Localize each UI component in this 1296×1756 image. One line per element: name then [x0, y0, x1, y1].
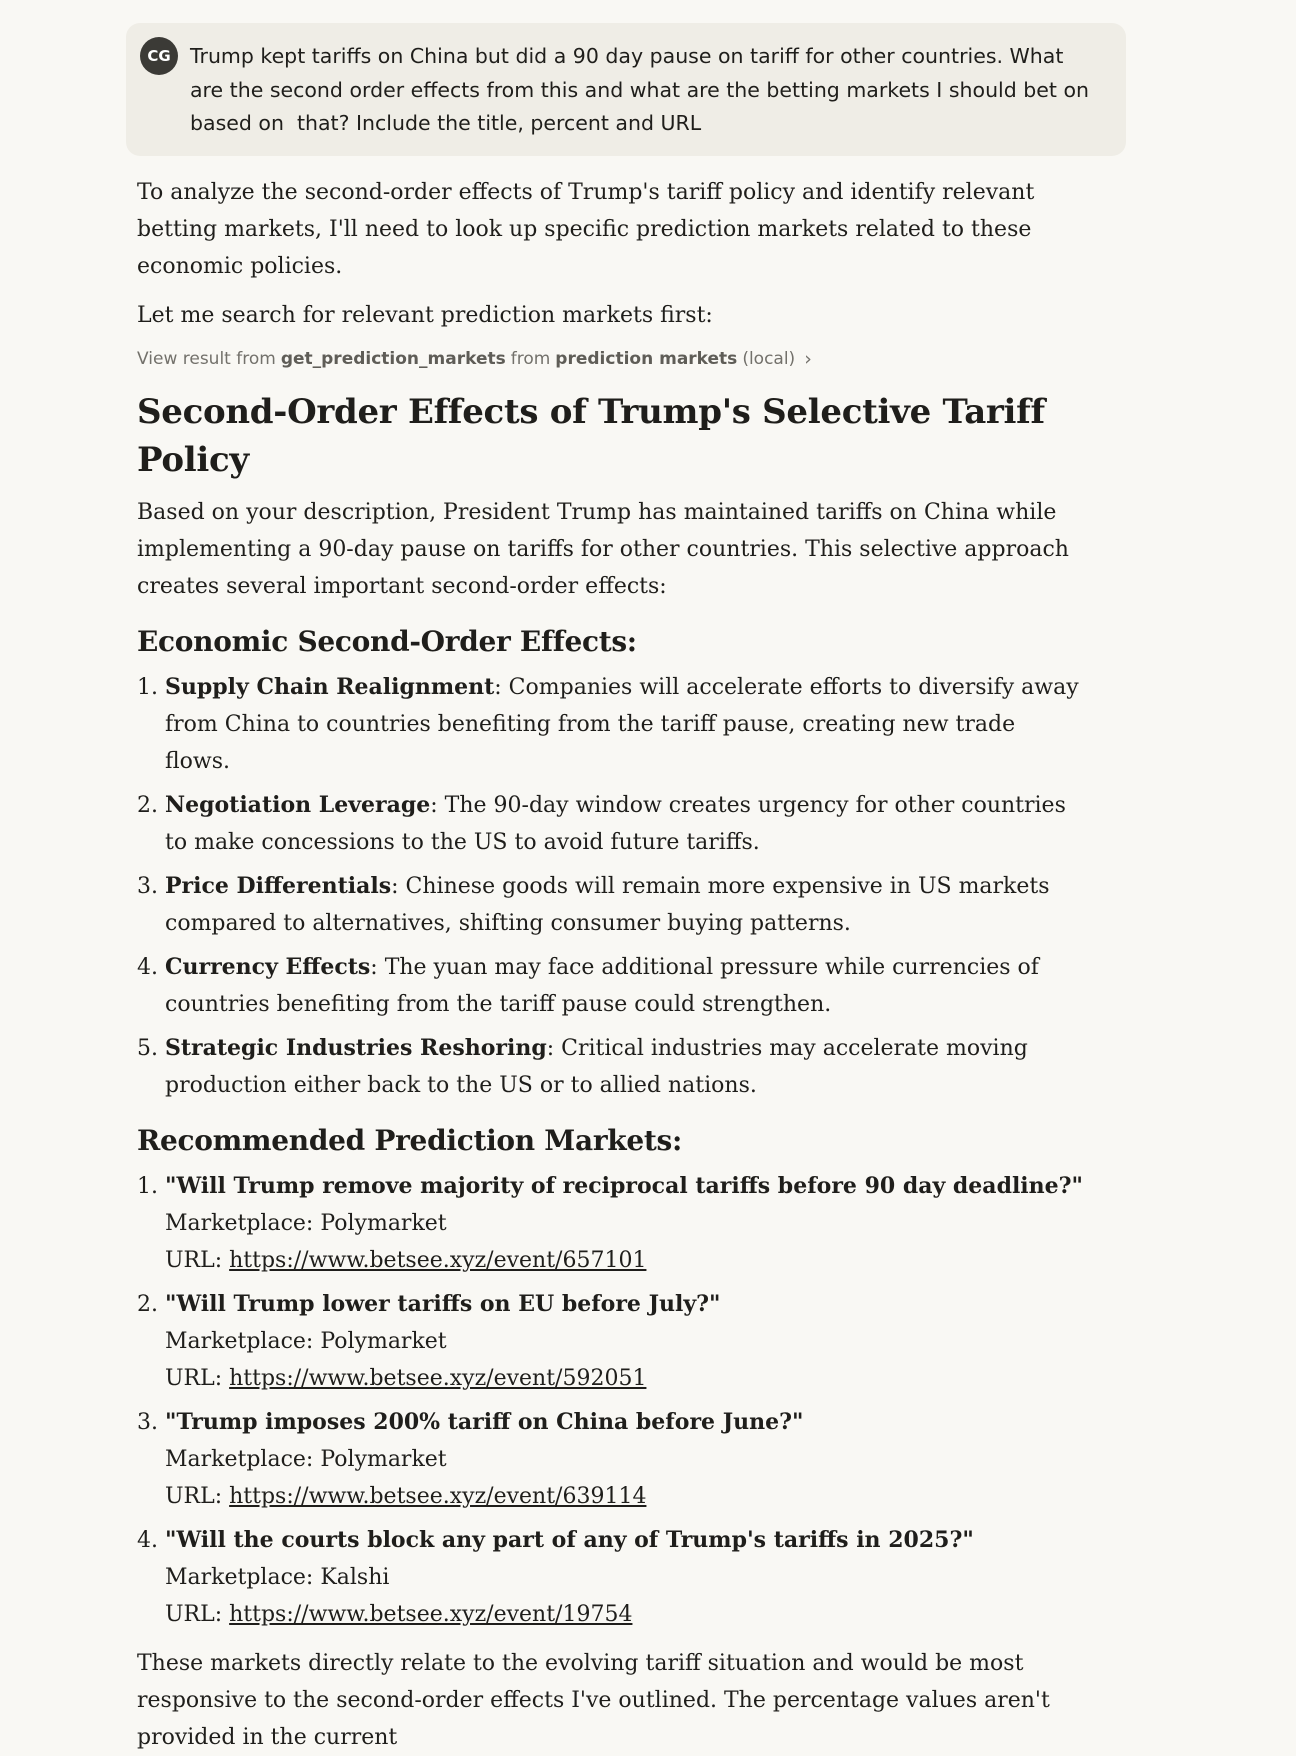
tool-result-suffix: (local)	[742, 349, 796, 369]
markets-list	[137, 1168, 1087, 1633]
user-message	[126, 23, 1126, 156]
effect-title: Supply Chain Realignment	[165, 674, 495, 700]
list-item	[165, 868, 1087, 942]
tool-from-word: from	[510, 349, 551, 369]
list-item	[165, 1404, 1087, 1515]
tool-name: get_prediction_markets	[280, 349, 506, 369]
url-label: URL:	[165, 1484, 230, 1509]
avatar[interactable]: CG	[140, 37, 178, 75]
list-item	[165, 669, 1087, 780]
effect-title: Negotiation Leverage	[165, 792, 431, 818]
effect-text: : The yuan may face additional pressure while currencies of countries benefiting from the tariff pause could strengthen.	[165, 955, 1039, 1017]
intro-paragraph: To analyze the second-order effects of Trump's tariff policy and identify relevant betting markets, I'll need to look up specific prediction markets related to these economic policies.	[137, 180, 1035, 279]
list-item	[165, 949, 1087, 1023]
tool-server-name: prediction markets	[555, 349, 738, 369]
url-label: URL:	[165, 1602, 230, 1627]
user-message-text: Trump kept tariffs on China but did a 90 day pause on tariff for other countries. What are the second order effects from this and what are the betting markets I should bet on based on that? Include the title, percent and URL	[190, 44, 1096, 135]
market-url-link[interactable]: https://www.betsee.xyz/event/657101	[229, 1248, 647, 1273]
effect-text: : The 90-day window creates urgency for other countries to make concessions to the US to avoid future tariffs.	[165, 793, 1066, 855]
tool-result-prefix: View result from	[137, 349, 276, 369]
effects-list	[137, 669, 1087, 1104]
response-heading: Second-Order Effects of Trump's Selective Tariff Policy	[137, 392, 1045, 480]
list-item	[165, 1286, 1087, 1397]
market-title: 1. "Will Trump remove majority of reciprocal tariffs before 90 day deadline?"	[165, 1173, 1084, 1199]
effect-text: : Companies will accelerate efforts to diversify away from China to countries benefiting from the tariff pause, creating new trade flows.	[165, 675, 1079, 774]
url-label: URL:	[165, 1248, 230, 1273]
market-title: 3. "Trump imposes 200% tariff on China before June?"	[165, 1409, 804, 1435]
list-item	[165, 1522, 1087, 1633]
market-title: 2. "Will Trump lower tariffs on EU before July?"	[165, 1291, 721, 1317]
market-url-link[interactable]: https://www.betsee.xyz/event/592051	[229, 1366, 647, 1391]
summary-paragraph: Based on your description, President Trump has maintained tariffs on China while implementing a 90-day pause on tariffs for other countries. This selective approach creates several important second-order effects:	[137, 500, 1069, 599]
search-note: Let me search for relevant prediction markets first:	[137, 303, 713, 328]
marketplace: Marketplace: Polymarket	[165, 1211, 447, 1236]
effect-title: Currency Effects	[165, 954, 371, 980]
marketplace: Marketplace: Polymarket	[165, 1447, 447, 1472]
effect-text: : Chinese goods will remain more expensive in US markets compared to alternatives, shifting consumer buying patterns.	[165, 874, 1050, 936]
chevron-right-icon[interactable]: ›	[804, 348, 812, 370]
market-title: 4. "Will the courts block any part of any of Trump's tariffs in 2025?"	[165, 1527, 974, 1553]
market-url-link[interactable]: https://www.betsee.xyz/event/639114	[229, 1484, 647, 1509]
effects-heading: Economic Second-Order Effects:	[137, 625, 637, 658]
marketplace: Marketplace: Polymarket	[165, 1329, 447, 1354]
list-item	[165, 787, 1087, 861]
effect-title: Price Differentials	[165, 873, 392, 899]
assistant-response	[137, 174, 1087, 1756]
list-item	[165, 1030, 1087, 1104]
effect-title: Strategic Industries Reshoring	[165, 1035, 547, 1061]
effect-text: : Critical industries may accelerate moving production either back to the US or to allied nations.	[165, 1036, 1028, 1098]
tool-result-toggle[interactable]	[137, 344, 1087, 374]
url-label: URL:	[165, 1366, 230, 1391]
market-url-link[interactable]: https://www.betsee.xyz/event/19754	[229, 1602, 633, 1627]
markets-heading: Recommended Prediction Markets:	[137, 1124, 683, 1157]
list-item	[165, 1168, 1087, 1279]
marketplace: Marketplace: Kalshi	[165, 1565, 390, 1590]
closing-paragraph: These markets directly relate to the evolving tariff situation and would be most responsive to the second-order effects I've outlined. The percentage values aren't provided in the current	[137, 1651, 1050, 1750]
